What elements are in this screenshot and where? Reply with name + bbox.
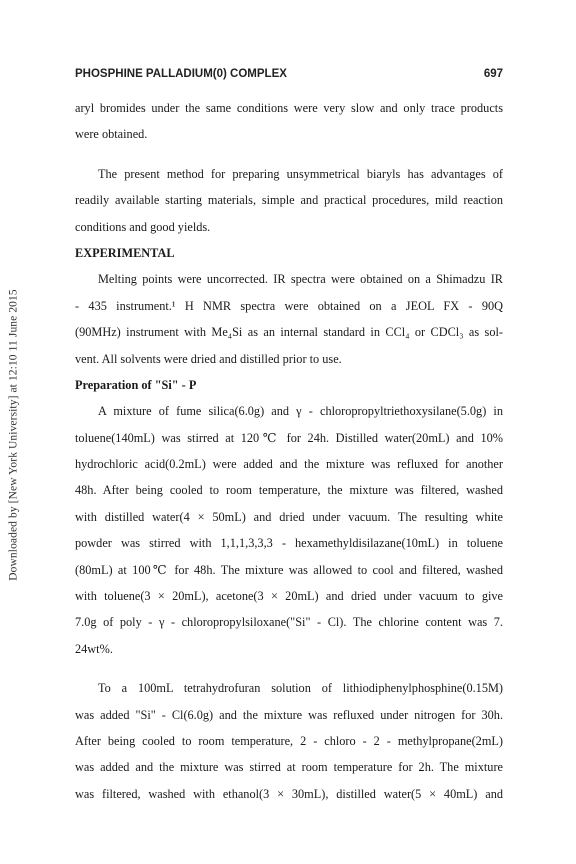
subsection-heading-preparation: Preparation of "Si" - P [75, 377, 197, 392]
page-body [75, 95, 503, 807]
text-line: (90MHz) instrument with Me₄Si as an internal standard in CCl₄ or CDCl₃ as sol- [75, 325, 503, 340]
text-line: To a 100mL tetrahydrofuran solution of lithiodiphenylphosphine(0.15M) [98, 681, 503, 696]
paragraph-1 [75, 95, 503, 148]
text-line: was added "Si" - Cl(6.0g) and the mixture was refluxed under nitrogen for 30h. [75, 707, 503, 722]
running-title: PHOSPHINE PALLADIUM(0) COMPLEX [75, 68, 287, 80]
text-line: with toluene(3 × 20mL), acetone(3 × 20mL) and dried under vacuum to give [75, 589, 503, 604]
text-line: 48h. After being cooled to room temperature, the mixture was filtered, washed [75, 483, 503, 498]
text-line: (80mL) at 100℃ for 48h. The mixture was allowed to cool and filtered, washed [75, 562, 503, 577]
text-line: was added and the mixture was stirred at room temperature for 2h. The mixture [75, 760, 503, 775]
text-line: 7.0g of poly - γ - chloropropylsiloxane("Si" - Cl). The chlorine content was 7. [75, 615, 503, 630]
text-line: were obtained. [75, 127, 148, 142]
text-line: powder was stirred with 1,1,1,3,3,3 - hexamethyldisilazane(10mL) in toluene [75, 536, 503, 551]
paragraph-2 [75, 161, 503, 240]
text-line: After being cooled to room temperature, 2 - chloro - 2 - methylpropane(2mL) [75, 733, 503, 748]
paragraph-4 [75, 398, 503, 662]
text-line: A mixture of fume silica(6.0g) and γ - chloropropyltriethoxysilane(5.0g) in [98, 404, 503, 419]
download-note: Downloaded by [New York University] at 12:10 11 June 2015 [8, 289, 20, 581]
text-line: conditions and good yields. [75, 219, 211, 234]
text-line: vent. All solvents were dried and distilled prior to use. [75, 351, 342, 366]
text-line: aryl bromides under the same conditions were very slow and only trace products [75, 101, 503, 115]
text-line: The present method for preparing unsymmetrical biaryls has advantages of [98, 166, 503, 181]
page-header [75, 68, 503, 80]
text-line: with distilled water(4 × 50mL) and dried under vacuum. The resulting white [75, 509, 503, 524]
text-line: - 435 instrument.¹ H NMR spectra were obtained on a JEOL FX - 90Q [75, 298, 503, 313]
paragraph-5 [75, 675, 503, 807]
text-line: hydrochloric acid(0.2mL) were added and the mixture was refluxed for another [75, 457, 503, 472]
text-line: toluene(140mL) was stirred at 120℃ for 24h. Distilled water(20mL) and 10% [75, 430, 503, 445]
download-watermark [6, 270, 22, 600]
page-number: 697 [483, 68, 503, 80]
text-line: 24wt%. [75, 641, 113, 656]
text-line: was filtered, washed with ethanol(3 × 30mL), distilled water(5 × 40mL) and [75, 786, 503, 801]
text-line: Melting points were uncorrected. IR spectra were obtained on a Shimadzu IR [98, 272, 503, 287]
paragraph-3 [75, 266, 503, 372]
text-line: readily available starting materials, simple and practical procedures, mild reaction [75, 193, 503, 208]
section-heading-experimental: EXPERIMENTAL [75, 245, 175, 260]
